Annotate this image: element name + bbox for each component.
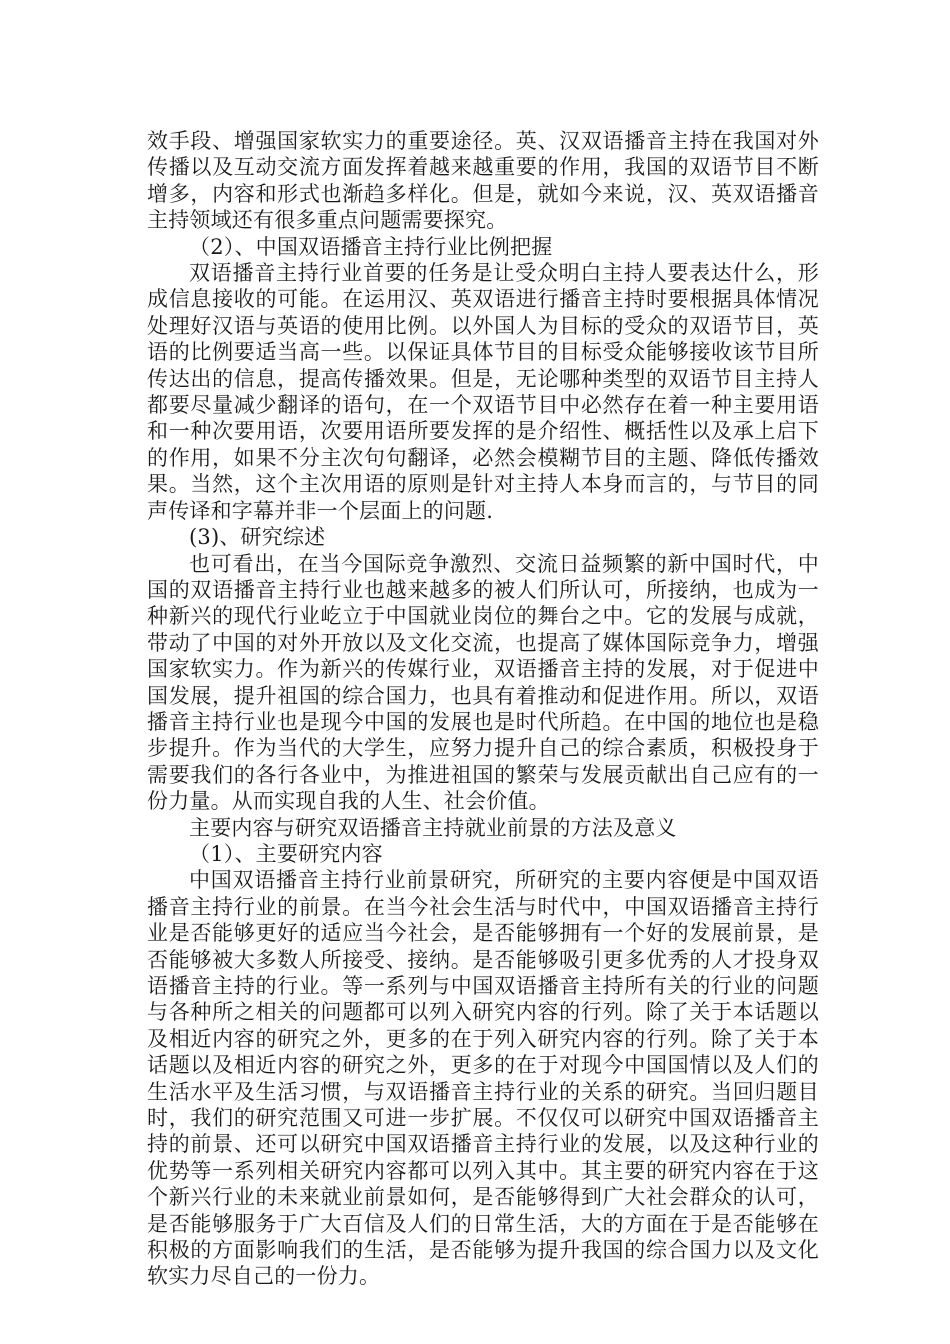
- body-paragraph: 效手段、增强国家软实力的重要途径。英、汉双语播音主持在我国对外传播以及互动交流方面发挥着越来越重要的作用，我国的双语节目不断增多，内容和形式也渐趋多样化。但是，就如今来说，汉、英双语播音主持领域还有很多重点问题需要探究。: [147, 129, 819, 233]
- body-paragraph: 中国双语播音主持行业前景研究，所研究的主要内容便是中国双语播音主持行业的前景。在当今社会生活与时代中，中国双语播音主持行业是否能够更好的适应当今社会，是否能够拥有一个好的发展前景，是否能够被大多数人所接受、接纳。是否能够吸引更多优秀的人才投身双语播音主持的行业。等一系列与中国双语播音主持所有关的行业的问题与各种所之相关的问题都可以列入研究内容的行列。除了关于本话题以及相近内容的研究之外，更多的在于列入研究内容的行列。除了关于本话题以及相近内容的研究之外，更多的在于对现今中国国情以及人们的生活水平及生活习惯，与双语播音主持行业的关系的研究。当回归题目时，我们的研究范围又可进一步扩展。不仅仅可以研究中国双语播音主持的前景、还可以研究中国双语播音主持行业的发展，以及这种行业的优势等一系列相关研究内容都可以列入其中。其主要的研究内容在于这个新兴行业的未来就业前景如何，是否能够得到广大社会群众的认可，是否能够服务于广大百信及人们的日常生活，大的方面在于是否能够在积极的方面影响我们的生活，是否能够为提升我国的综合国力以及文化软实力尽自己的一份力。: [147, 868, 819, 1289]
- section-heading: （2）、中国双语播音主持行业比例把握: [189, 234, 553, 259]
- section-heading: (3)、研究综述: [189, 525, 326, 550]
- section-heading: （1）、主要研究内容: [189, 841, 383, 866]
- body-paragraph: 双语播音主持行业首要的任务是让受众明白主持人要表达什么，形成信息接收的可能。在运用汉、英双语进行播音主持时要根据具体情况处理好汉语与英语的使用比例。以外国人为目标的受众的双语节目，英语的比例要适当高一些。以保证具体节目的目标受众能够接收该节目所传达出的信息，提高传播效果。但是，无论哪种类型的双语节目主持人都要尽量减少翻译的语句，在一个双语节目中必然存在着一种主要用语和一种次要用语，次要用语所要发挥的是介绍性、概括性以及承上启下的作用，如果不分主次句句翻译，必然会模糊节目的主题、降低传播效果。当然，这个主次用语的原则是针对主持人本身而言的，与节目的同声传译和字幕并非一个层面上的问题.: [147, 261, 819, 523]
- document-body: [147, 128, 819, 1290]
- section-heading: 主要内容与研究双语播音主持就业前景的方法及意义: [189, 815, 677, 840]
- body-paragraph: 也可看出，在当今国际竞争激烈、交流日益频繁的新中国时代，中国的双语播音主持行业也越来越多的被人们所认可，所接纳，也成为一种新兴的现代行业屹立于中国就业岗位的舞台之中。它的发展与成就，带动了中国的对外开放以及文化交流，也提高了媒体国际竞争力，增强国家软实力。作为新兴的传媒行业，双语播音主持的发展，对于促进中国发展，提升祖国的综合国力，也具有着推动和促进作用。所以，双语播音主持行业也是现今中国的发展也是时代所趋。在中国的地位也是稳步提升。作为当代的大学生，应努力提升自己的综合素质，积极投身于需要我们的各行各业中，为推进祖国的繁荣与发展贡献出自己应有的一份力量。从而实现自我的人生、社会价值。: [147, 551, 819, 814]
